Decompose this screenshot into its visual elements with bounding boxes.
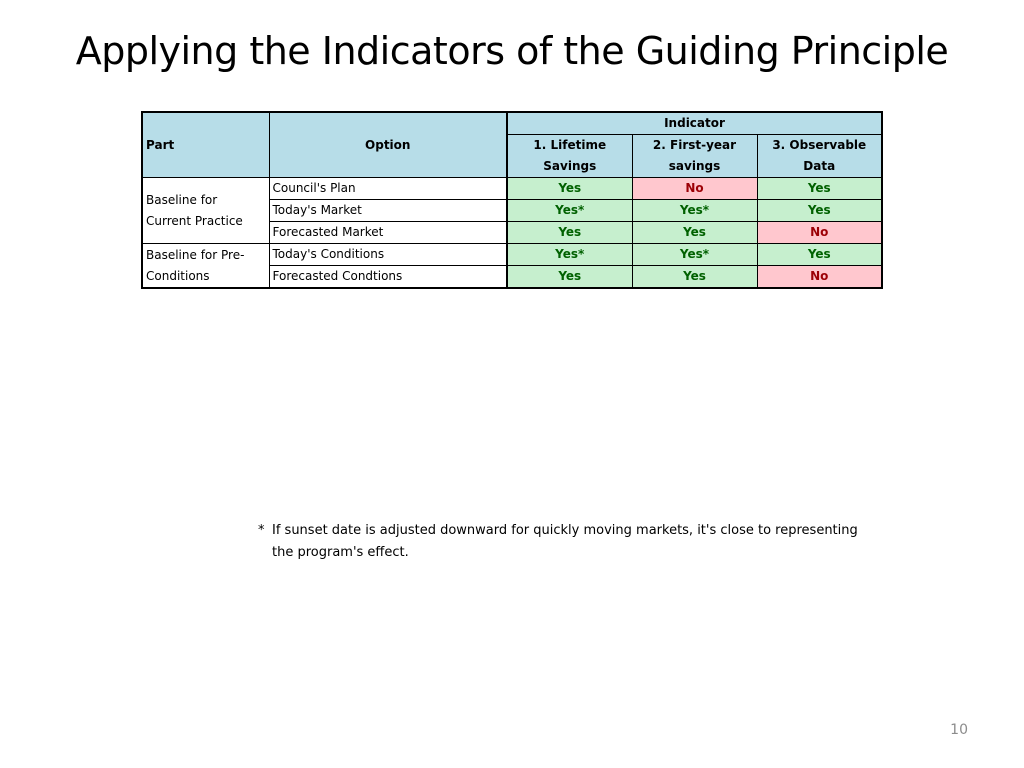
value-cell: Yes*	[507, 244, 632, 266]
value-cell: No	[757, 222, 882, 244]
part-cell: Baseline for Current Practice	[142, 178, 269, 244]
header-option: Option	[269, 112, 507, 178]
value-cell: Yes	[757, 200, 882, 222]
footnote-text: If sunset date is adjusted downward for quickly moving markets, it's close to representing the program's effect.	[272, 523, 858, 560]
indicators-table	[141, 111, 883, 289]
table-row	[142, 178, 882, 200]
option-cell: Council's Plan	[269, 178, 507, 200]
value-cell: No	[632, 178, 757, 200]
value-cell: Yes	[757, 244, 882, 266]
value-cell: Yes	[507, 266, 632, 289]
value-cell: Yes	[507, 178, 632, 200]
footnote	[258, 520, 878, 564]
value-cell: Yes	[632, 266, 757, 289]
header-first-year-savings: 2. First-year savings	[632, 135, 757, 178]
value-cell: Yes*	[632, 244, 757, 266]
value-cell: Yes*	[632, 200, 757, 222]
option-cell: Forecasted Condtions	[269, 266, 507, 289]
page-number: 10	[950, 722, 968, 738]
slide-title: Applying the Indicators of the Guiding Principle	[75, 29, 949, 73]
value-cell: No	[757, 266, 882, 289]
header-observable-data: 3. Observable Data	[757, 135, 882, 178]
value-cell: Yes	[757, 178, 882, 200]
header-part: Part	[142, 112, 269, 178]
header-lifetime-savings: 1. Lifetime Savings	[507, 135, 632, 178]
table-row	[142, 244, 882, 266]
value-cell: Yes*	[507, 200, 632, 222]
option-cell: Today's Conditions	[269, 244, 507, 266]
footnote-marker: *	[258, 523, 265, 538]
part-cell: Baseline for Pre-Conditions	[142, 244, 269, 289]
header-indicator: Indicator	[507, 112, 882, 135]
option-cell: Today's Market	[269, 200, 507, 222]
value-cell: Yes	[507, 222, 632, 244]
value-cell: Yes	[632, 222, 757, 244]
option-cell: Forecasted Market	[269, 222, 507, 244]
